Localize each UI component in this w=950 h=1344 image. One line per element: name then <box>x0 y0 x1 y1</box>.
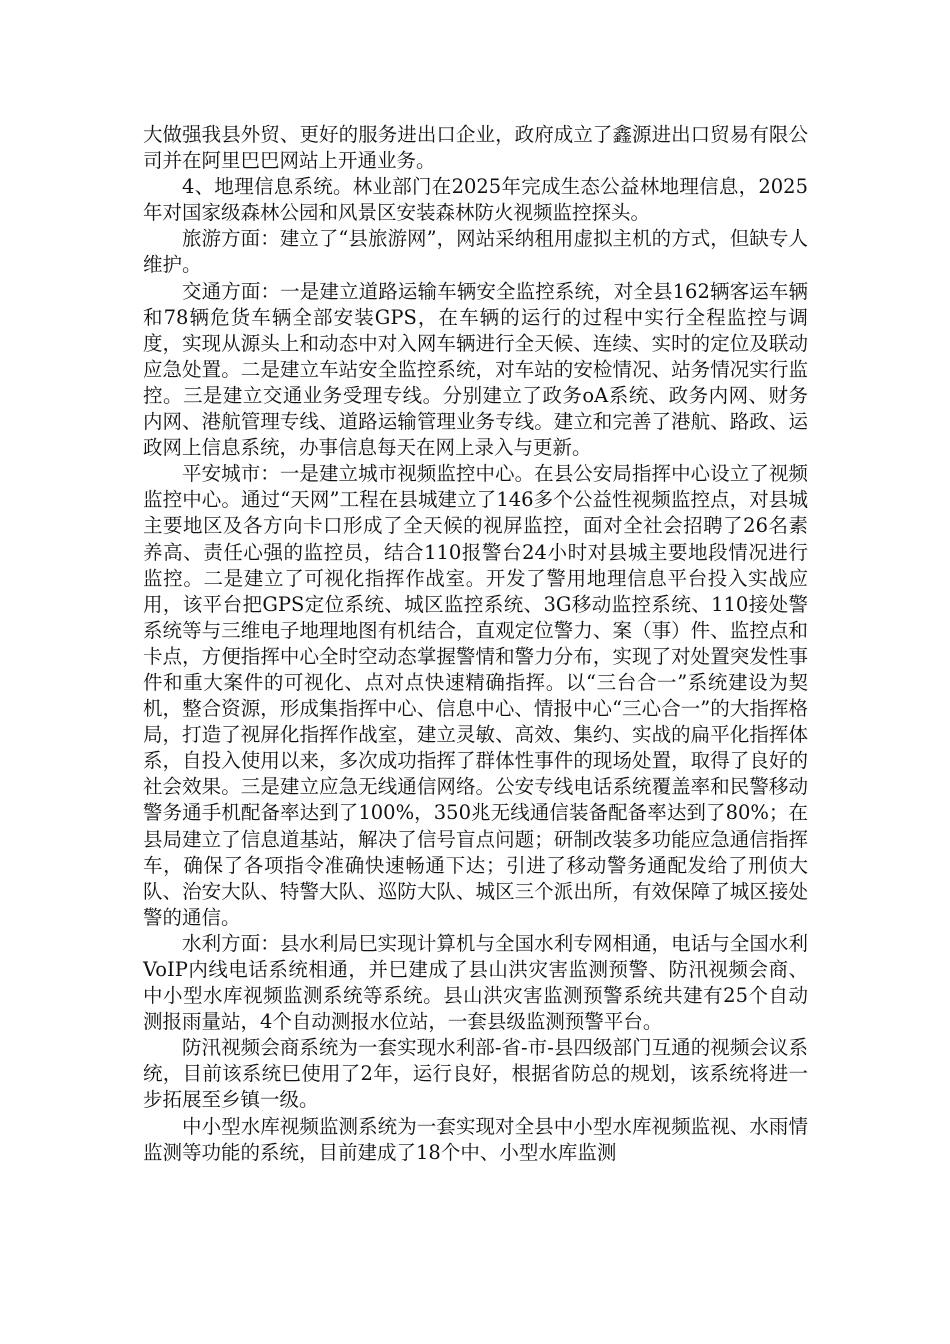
paragraph-flood-video-conference: 防汛视频会商系统为一套实现水利部-省-市-县四级部门互通的视频会议系统，目前该系统巳使用了2年，运行良好，根据省防总的规划，该系统将进一步拓展至乡镇一级。 <box>143 1036 808 1112</box>
paragraph-reservoir-monitoring: 中小型水库视频监测系统为一套实现对全县中小型水库视频监视、水雨情监测等功能的系统，目前建成了18个中、小型水库监测 <box>143 1114 808 1164</box>
paragraph-water-conservancy: 水利方面：县水利局巳实现计算机与全国水利专网相通，电话与全国水利VoIP内线电话系统相通，并巳建成了县山洪灾害监测预警、防汛视频会商、中小型水库视频监测系统等系统。县山洪灾害监测预警系统共建有25个自动测报雨量站，4个自动测报水位站，一套县级监测预警平台。 <box>143 931 808 1034</box>
paragraph-foreign-trade: 大做强我县外贸、更好的服务进出口企业，政府成立了鑫源进出口贸易有限公司并在阿里巴巴网站上开通业务。 <box>143 123 808 173</box>
paragraph-tourism: 旅游方面：建立了“县旅游网”，网站采纳租用虚拟主机的方式，但缺专人维护。 <box>143 227 808 277</box>
document-body <box>143 122 808 1166</box>
paragraph-geographic-info: 4、地理信息系统。林业部门在2025年完成生态公益林地理信息，2025年对国家级森林公园和风景区安装森林防火视频监控探头。 <box>143 175 808 225</box>
paragraph-transportation: 交通方面：一是建立道路运输车辆安全监控系统，对全县162辆客运车辆和78辆危货车辆全部安装GPS，在车辆的运行的过程中实行全程监控与调度，实现从源头上和动态中对入网车辆进行全天候、连续、实时的定位及联动应急处置。二是建立车站安全监控系统，对车站的安检情况、站务情况实行监控。三是建立交通业务受理专线。分别建立了政务oA系统、政务内网、财务内网、港航管理专线、道路运输管理业务专线。建立和完善了港航、路政、运政网上信息系统，办事信息每天在网上录入与更新。 <box>143 279 808 460</box>
paragraph-safe-city: 平安城市：一是建立城市视频监控中心。在县公安局指挥中心设立了视频监控中心。通过“天网”工程在县城建立了146多个公益性视频监控点，对县城主要地区及各方向卡口形成了全天候的视屏监控，面对全社会招聘了26名素养高、责任心强的监控员，结合110报警台24小时对县城主要地段情况进行监控。二是建立了可视化指挥作战室。开发了警用地理信息平台投入实战应用，该平台把GPS定位系统、城区监控系统、3G移动监控系统、110接处警系统等与三维电子地理地图有机结合，直观定位警力、案（事）件、监控点和卡点，方便指挥中心全时空动态掌握警情和警力分布，实现了对处置突发性事件和重大案件的可视化、点对点快速精确指挥。以“三台合一”系统建设为契机，整合资源，形成集指挥中心、信息中心、情报中心“三心合一”的大指挥格局，打造了视屏化指挥作战室，建立灵敏、高效、集约、实战的扁平化指挥体系，自投入使用以来，多次成功指挥了群体性事件的现场处置，取得了良好的社会效果。三是建立应急无线通信网络。公安专线电话系统覆盖率和民警移动警务通手机配备率达到了100%，350兆无线通信装备配备率达到了80%；在县局建立了信息道基站，解决了信号盲点问题；研制改装多功能应急通信指挥车，确保了各项指令准确快速畅通下达；引进了移动警务通配发给了刑侦大队、治安大队、特警大队、巡防大队、城区三个派出所，有效保障了城区接处警的通信。 <box>143 462 808 929</box>
